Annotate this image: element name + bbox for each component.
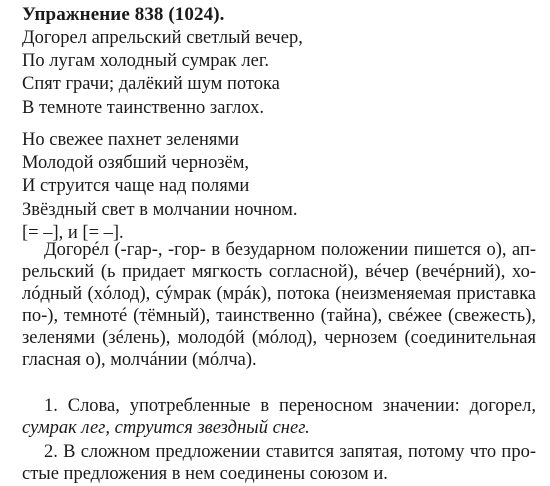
poem-line: Молодой озябший чернозём, — [22, 153, 250, 174]
poem-line: По лугам холодный сумрак лег. — [22, 51, 269, 72]
note-2 — [22, 441, 536, 485]
note-line: стые предложения в нем соединены союзом и. — [22, 464, 388, 484]
poem-line: Но свежее пахнет зеленями — [22, 130, 240, 150]
explanation-line: Догорéл (-гар-, -гор- в безударном положении пишется о), ап- — [44, 240, 536, 260]
sentence-scheme: [= –], и [= –]. — [22, 222, 124, 243]
poem-stanza-1 — [22, 27, 303, 120]
explanation-line: зеленями (зéлень), молодóй (мóлод), чернозем (соединительная — [22, 328, 536, 348]
poem-line: Спят грачи; далёкий шум потока — [22, 74, 280, 95]
note-line: сумрак лег, струится звездный снег. — [22, 418, 310, 438]
poem-line: И струится чаще над полями — [22, 176, 250, 197]
poem-line: В темноте таинственно заглох. — [22, 97, 264, 118]
note-line: 2. В сложном предложении ставится запятая, потому что про- — [44, 442, 536, 462]
note-1 — [22, 395, 536, 439]
explanation-line: рельский (ь придает мягкость согласной), вéчер (вечéрний), хо- — [22, 262, 536, 282]
poem-line: Звёздный свет в молчании ночном. — [22, 199, 298, 220]
exercise-title: Упражнение 838 (1024). — [22, 4, 225, 25]
explanation-line: по-), темнотé (тёмный), таинственно (тайна), свéжее (свежесть), — [22, 306, 536, 326]
poem-line: Догорел апрельский светлый вечер, — [22, 28, 303, 48]
explanation-line: лóдный (хóлод), сýмрак (мрáк), потока (неизменяемая приставка — [22, 284, 536, 304]
note-line: 1. Слова, употребленные в переносном значении: догорел, — [44, 396, 536, 416]
poem-stanza-2 — [22, 129, 297, 245]
spelling-explanation — [22, 239, 536, 371]
explanation-line: гласная о), молчáнии (мóлча). — [22, 350, 257, 370]
